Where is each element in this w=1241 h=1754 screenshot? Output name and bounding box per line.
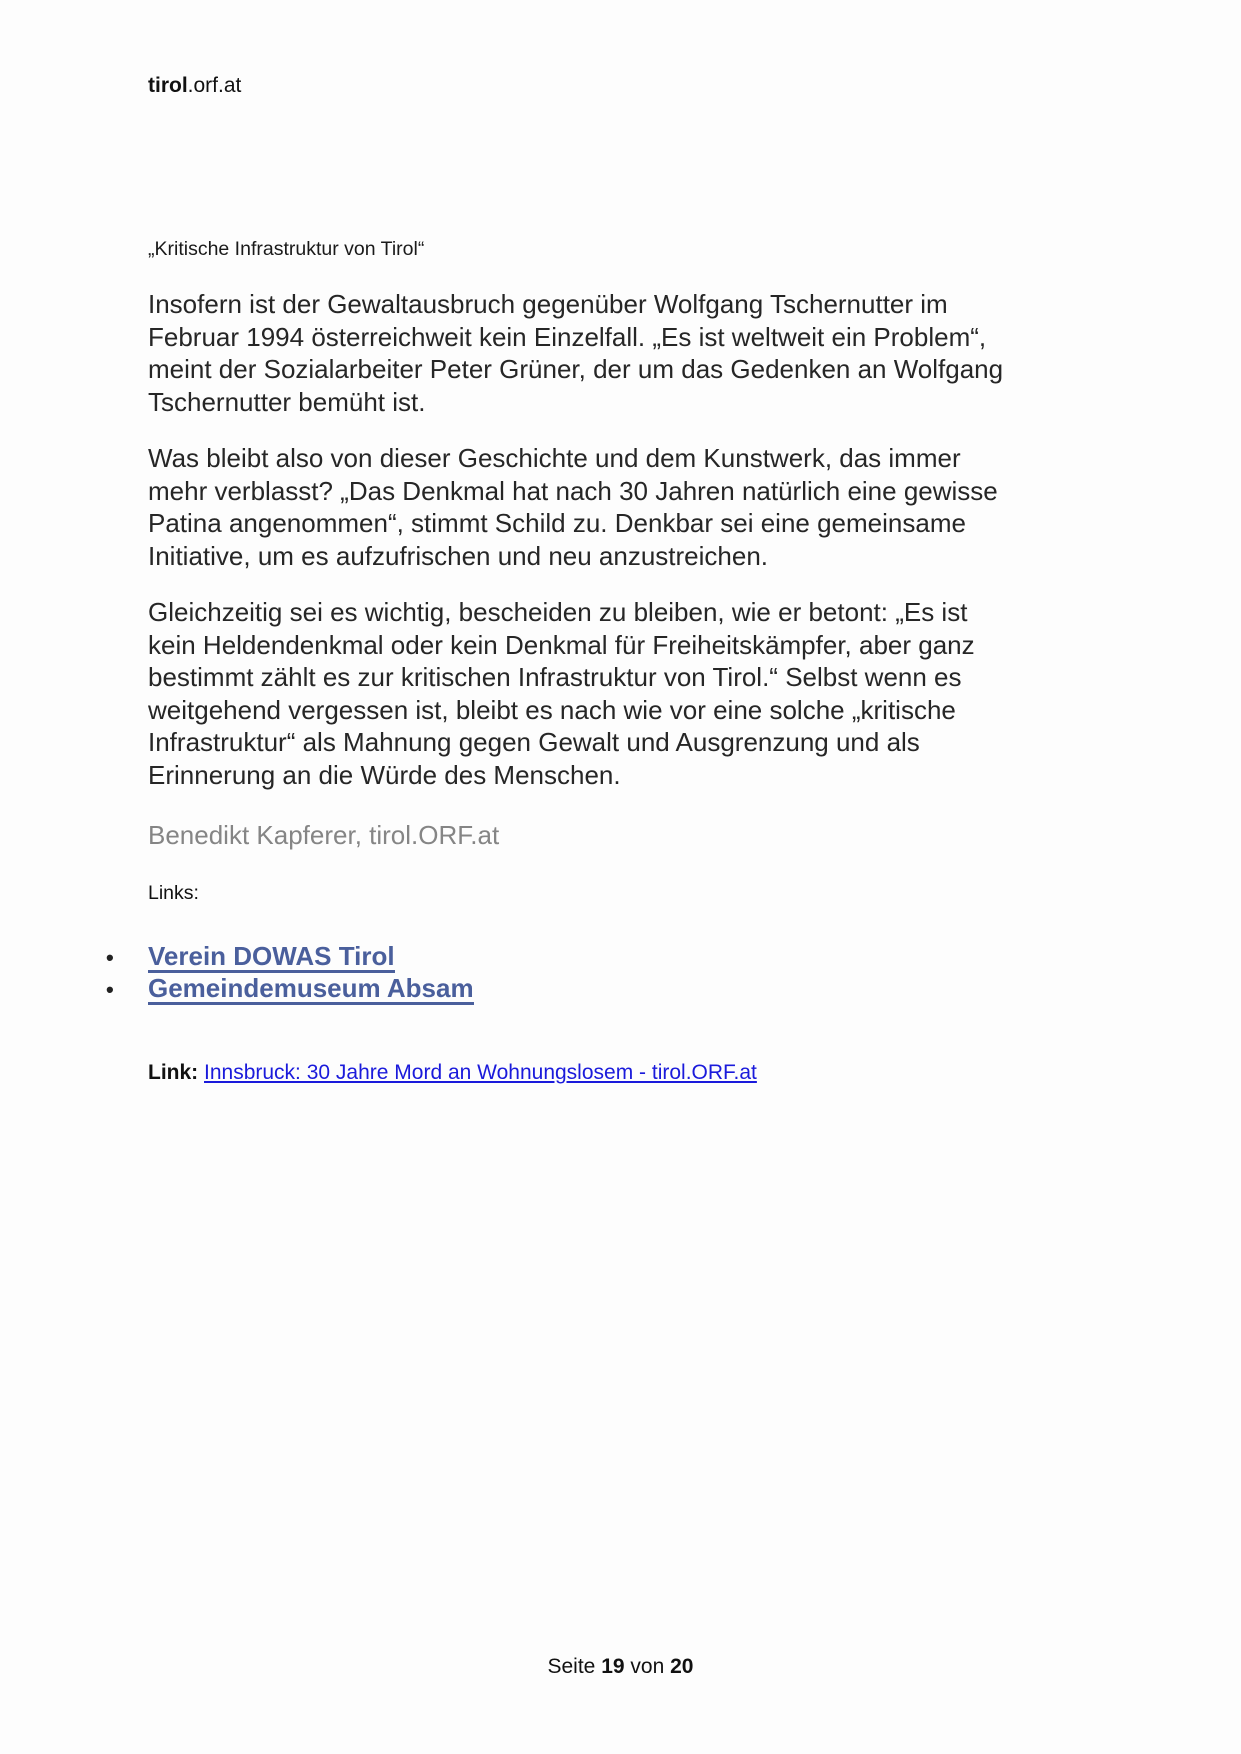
bullet-icon: • <box>106 977 114 1002</box>
text-line: Februar 1994 österreichweit kein Einzelfall. „Es ist weltweit ein Problem“, <box>148 321 987 352</box>
text-line: weitgehend vergessen ist, bleibt es nach wie vor eine solche „kritische <box>148 694 956 725</box>
text-line: kein Heldendenkmal oder kein Denkmal für Freiheitskämpfer, aber ganz <box>148 629 975 660</box>
text-line: Patina angenommen“, stimmt Schild zu. Denkbar sei eine gemeinsame <box>148 508 966 538</box>
paragraph-1 <box>148 288 1003 418</box>
text-line: Initiative, um es aufzufrischen und neu anzustreichen. <box>148 540 769 571</box>
bullet-icon: • <box>106 945 114 970</box>
links-label: Links: <box>148 882 199 904</box>
source-link-line <box>148 1061 757 1085</box>
text-line: meint der Sozialarbeiter Peter Grüner, der um das Gedenken an Wolfgang <box>148 354 1004 384</box>
author-credit: Benedikt Kapferer, tirol.ORF.at <box>148 820 500 850</box>
link-verein-dowas-tirol[interactable]: Verein DOWAS Tirol <box>148 941 395 971</box>
source-article-link[interactable]: Innsbruck: 30 Jahre Mord an Wohnungslosem - tirol.ORF.at <box>204 1061 757 1084</box>
page-footer <box>0 1655 1241 1679</box>
current-page: 19 <box>601 1655 625 1678</box>
text-line: Infrastruktur“ als Mahnung gegen Gewalt und Ausgrenzung und als <box>148 727 920 757</box>
link-gemeindemuseum-absam[interactable]: Gemeindemuseum Absam <box>148 973 474 1003</box>
footer-prefix: Seite <box>547 1655 596 1678</box>
text-line: Insofern ist der Gewaltausbruch gegenüber Wolfgang Tschernutter im <box>148 289 948 319</box>
text-line: Tschernutter bemüht ist. <box>148 386 426 417</box>
footer-of: von <box>630 1655 665 1678</box>
text-line: Erinnerung an die Würde des Menschen. <box>148 759 621 790</box>
text-line: Was bleibt also von dieser Geschichte und dem Kunstwerk, das immer <box>148 443 961 473</box>
site-name-rest: .orf.at <box>187 74 242 97</box>
text-line: Gleichzeitig sei es wichtig, bescheiden zu bleiben, wie er betont: „Es ist <box>148 597 968 627</box>
section-caption: „Kritische Infrastruktur von Tirol“ <box>148 238 425 260</box>
text-line: mehr verblasst? „Das Denkmal hat nach 30 Jahren natürlich eine gewisse <box>148 475 998 506</box>
paragraph-2 <box>148 442 998 572</box>
text-line: bestimmt zählt es zur kritischen Infrastruktur von Tirol.“ Selbst wenn es <box>148 662 962 692</box>
site-name-bold: tirol <box>148 74 188 97</box>
source-link-label: Link: <box>148 1061 199 1084</box>
total-pages: 20 <box>670 1655 694 1678</box>
site-header <box>148 74 241 98</box>
paragraph-3 <box>148 596 975 791</box>
